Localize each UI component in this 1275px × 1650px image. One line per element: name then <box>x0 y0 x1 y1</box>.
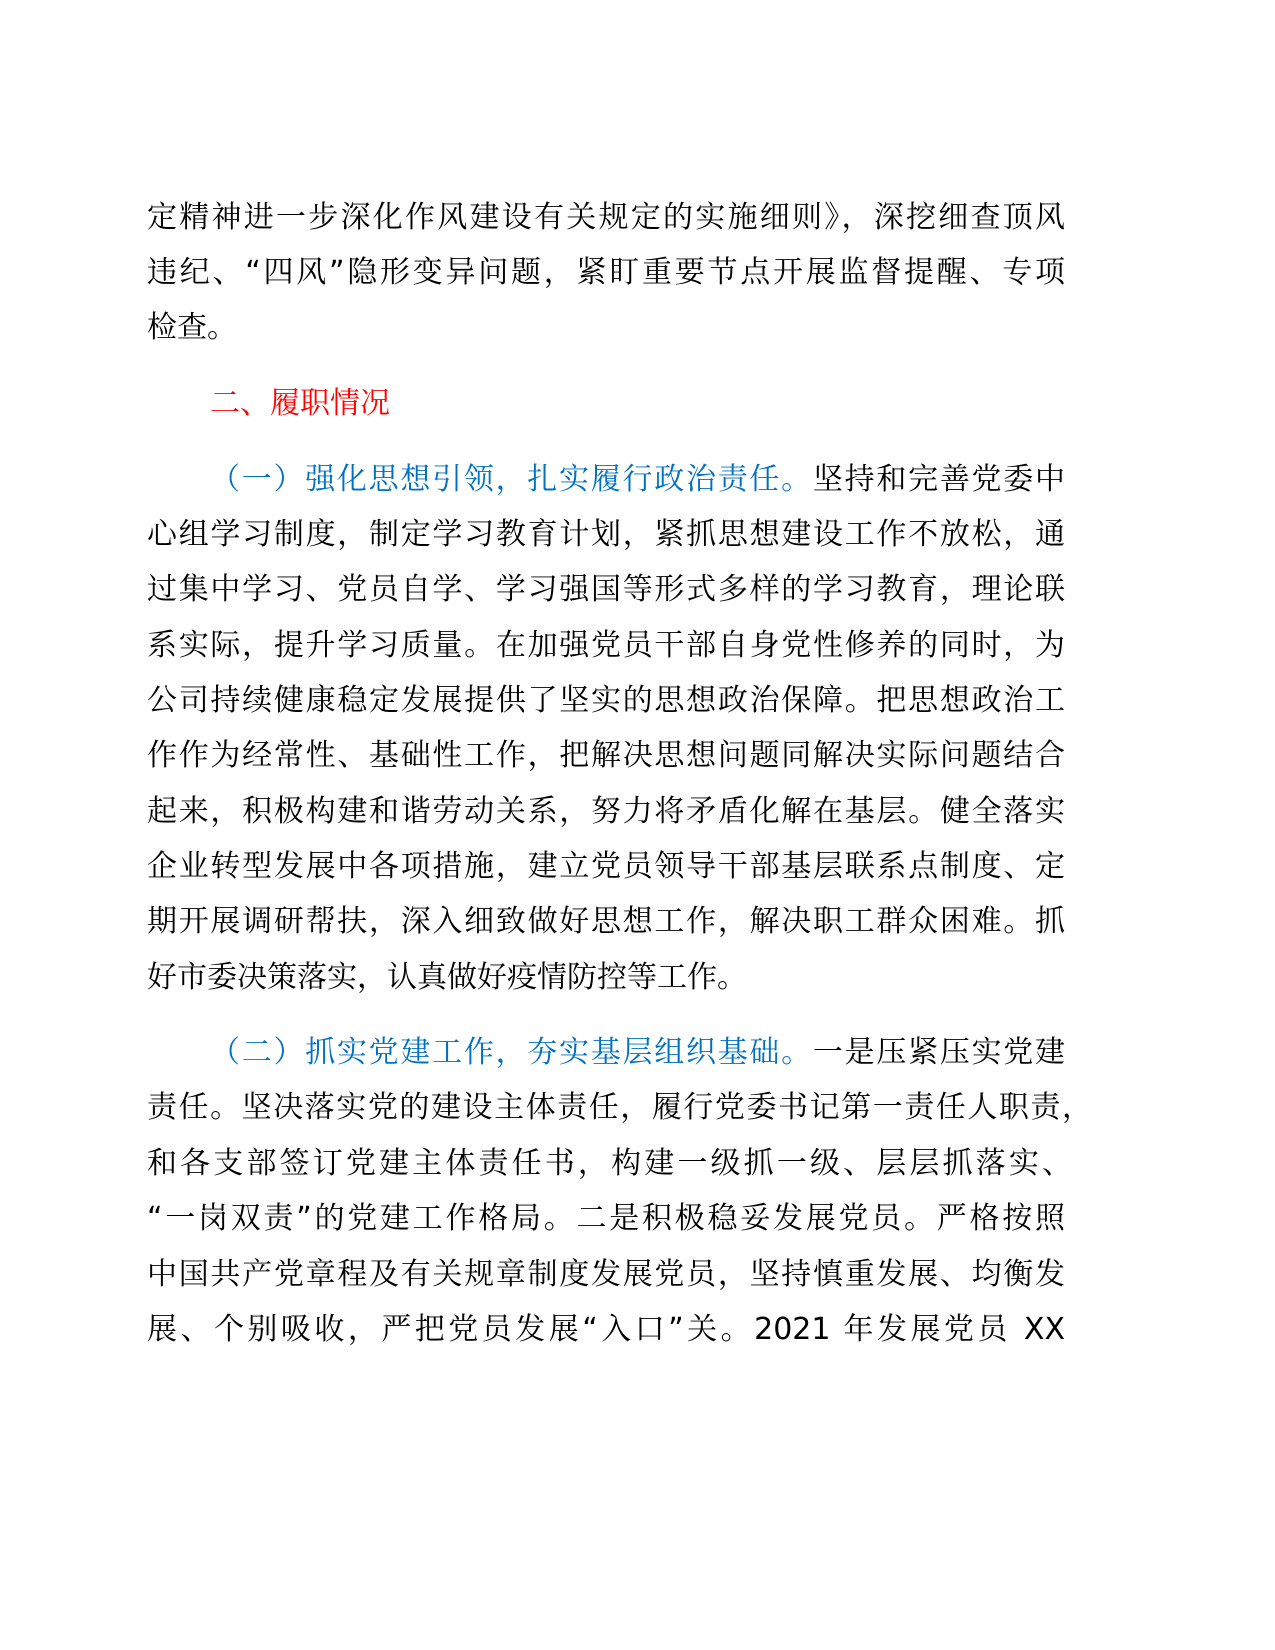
subsection-heading-2: （二）抓实党建工作，夯实基层组织基础。 <box>210 1035 813 1070</box>
section-heading: 二、履职情况 <box>210 386 390 421</box>
text-line: “一岗双责”的党建工作格局。二是积极稳妥发展党员。严格按照 <box>147 1201 1065 1236</box>
text-line: 定精神进一步深化作风建设有关规定的实施细则》，深挖细查顶风 <box>147 200 1065 235</box>
text-line: 展、个别吸收，严把党员发展“入口”关。2021 年发展党员 XX <box>147 1312 1065 1347</box>
text-segment: 坚持和完善党委中 <box>812 462 1066 497</box>
paragraph-2-first-line <box>210 1033 1065 1073</box>
text-line: 违纪、“四风”隐形变异问题，紧盯重要节点开展监督提醒、专项 <box>147 255 1065 290</box>
paragraph-1-first-line <box>210 460 1065 500</box>
text-line: 和各支部签订党建主体责任书，构建一级抓一级、层层抓落实、 <box>147 1146 1072 1181</box>
subsection-heading-1: （一）强化思想引领，扎实履行政治责任。 <box>210 462 813 497</box>
text-line: 中国共产党章程及有关规章制度发展党员，坚持慎重发展、均衡发 <box>147 1257 1065 1292</box>
text-line: 好市委决策落实，认真做好疫情防控等工作。 <box>147 960 747 995</box>
text-line: 作作为经常性、基础性工作，把解决思想问题同解决实际问题结合 <box>147 738 1065 773</box>
text-line: 责任。坚决落实党的建设主体责任，履行党委书记第一责任人职责， <box>147 1090 1092 1125</box>
text-line: 过集中学习、党员自学、学习强国等形式多样的学习教育，理论联 <box>147 572 1065 607</box>
text-segment: 一是压紧压实党建 <box>812 1035 1066 1070</box>
text-line: 期开展调研帮扶，深入细致做好思想工作，解决职工群众困难。抓 <box>147 904 1065 939</box>
text-line: 公司持续健康稳定发展提供了坚实的思想政治保障。把思想政治工 <box>147 683 1065 718</box>
text-line: 起来，积极构建和谐劳动关系，努力将矛盾化解在基层。健全落实 <box>147 794 1065 829</box>
text-line: 系实际，提升学习质量。在加强党员干部自身党性修养的同时，为 <box>147 628 1065 663</box>
text-line: 检查。 <box>147 310 237 345</box>
text-line: 企业转型发展中各项措施，建立党员领导干部基层联系点制度、定 <box>147 849 1065 884</box>
text-line: 心组学习制度，制定学习教育计划，紧抓思想建设工作不放松，通 <box>147 517 1065 552</box>
